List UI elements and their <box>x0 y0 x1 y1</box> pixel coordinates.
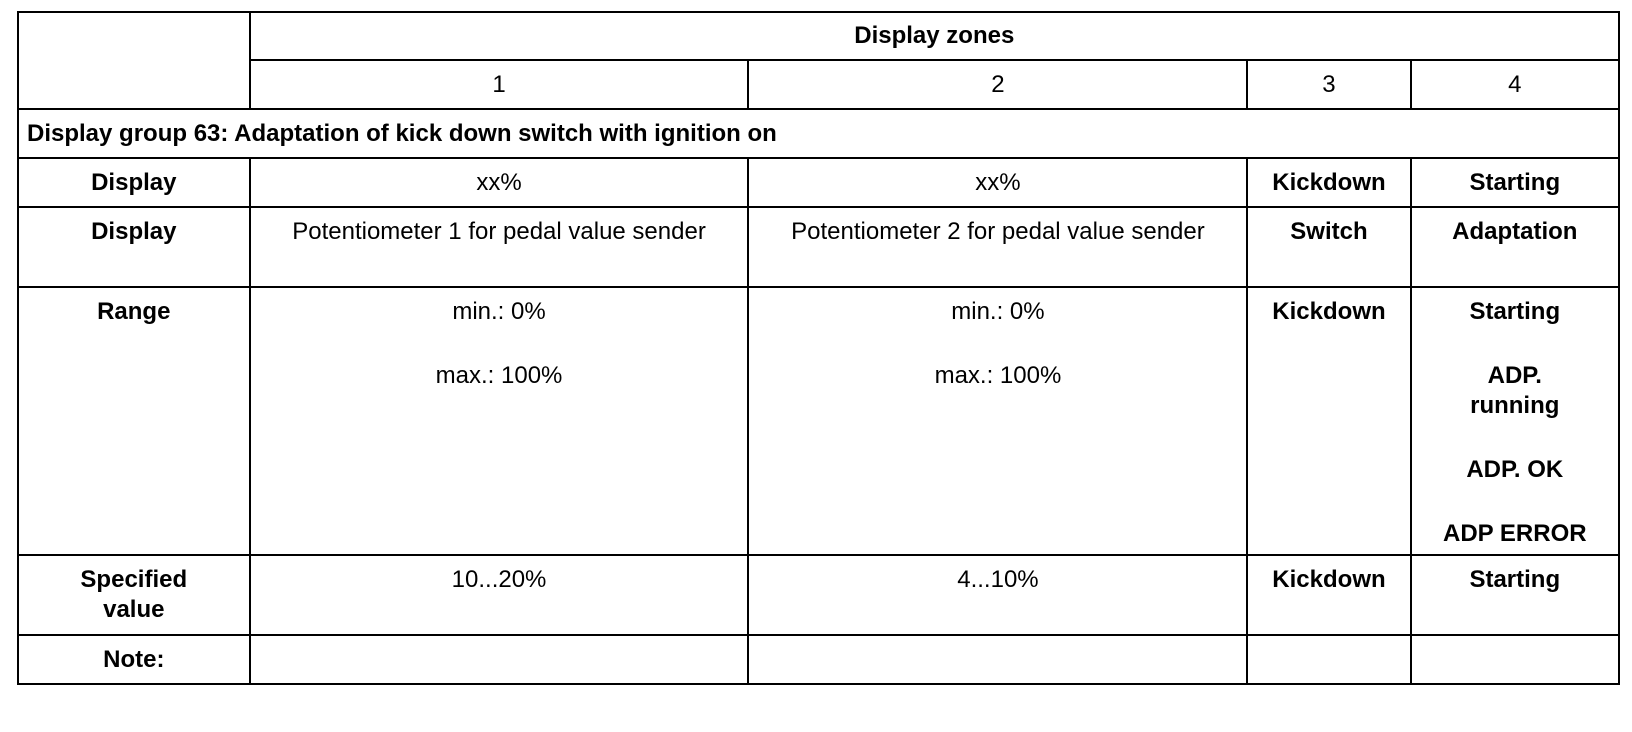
corner-cell <box>18 12 250 109</box>
display1-zone2: xx% <box>748 158 1247 207</box>
display1-zone1: xx% <box>250 158 749 207</box>
header-row-zone-numbers <box>18 60 1619 109</box>
display-group-title: Display group 63: Adaptation of kick down switch with ignition on <box>18 109 1619 158</box>
zone-4-heading: 4 <box>1411 60 1619 109</box>
range-row <box>18 287 1619 555</box>
display1-zone4: Starting <box>1411 158 1619 207</box>
zone-3-heading: 3 <box>1247 60 1410 109</box>
range-zone4-item: ADP. OK <box>1466 456 1564 483</box>
specified-value-row <box>18 555 1619 635</box>
row-label-note: Note: <box>18 635 250 684</box>
row-label-range: Range <box>18 287 250 555</box>
note-zone3 <box>1247 635 1410 684</box>
row-label-display: Display <box>18 158 250 207</box>
display-row-1 <box>18 158 1619 207</box>
row-label-specified-value: Specified value <box>18 555 250 635</box>
zone-2-heading: 2 <box>748 60 1247 109</box>
header-row-zones-title <box>18 12 1619 60</box>
range-zone1-min: min.: 0% <box>452 298 546 325</box>
display-row-2 <box>18 207 1619 287</box>
note-row <box>18 635 1619 684</box>
row-label-display-2: Display <box>18 207 250 287</box>
range-zone4 <box>1411 287 1619 555</box>
specified-zone2: 4...10% <box>748 555 1247 635</box>
note-zone1 <box>250 635 749 684</box>
range-zone3: Kickdown <box>1247 287 1410 555</box>
display2-zone1: Potentiometer 1 for pedal value sender <box>250 207 749 287</box>
range-zone1 <box>250 287 749 555</box>
display2-zone2: Potentiometer 2 for pedal value sender <box>748 207 1247 287</box>
specified-zone3: Kickdown <box>1247 555 1410 635</box>
note-zone4 <box>1411 635 1619 684</box>
display2-zone4: Adaptation <box>1411 207 1619 287</box>
range-zone2 <box>748 287 1247 555</box>
specified-zone1: 10...20% <box>250 555 749 635</box>
display-zones-heading: Display zones <box>250 12 1619 60</box>
range-zone4-item: ADP. running <box>1470 362 1560 419</box>
display2-zone3: Switch <box>1247 207 1410 287</box>
range-zone4-item: Starting <box>1469 298 1561 325</box>
range-zone4-item: ADP ERROR <box>1442 520 1587 547</box>
range-zone1-max: max.: 100% <box>435 362 563 389</box>
range-zone2-min: min.: 0% <box>951 298 1045 325</box>
zone-1-heading: 1 <box>250 60 749 109</box>
display-group-table <box>17 11 1620 685</box>
display1-zone3: Kickdown <box>1247 158 1410 207</box>
group-title-row <box>18 109 1619 158</box>
note-zone2 <box>748 635 1247 684</box>
range-zone2-max: max.: 100% <box>934 362 1062 389</box>
display-group-table-wrapper <box>17 11 1620 685</box>
specified-zone4: Starting <box>1411 555 1619 635</box>
